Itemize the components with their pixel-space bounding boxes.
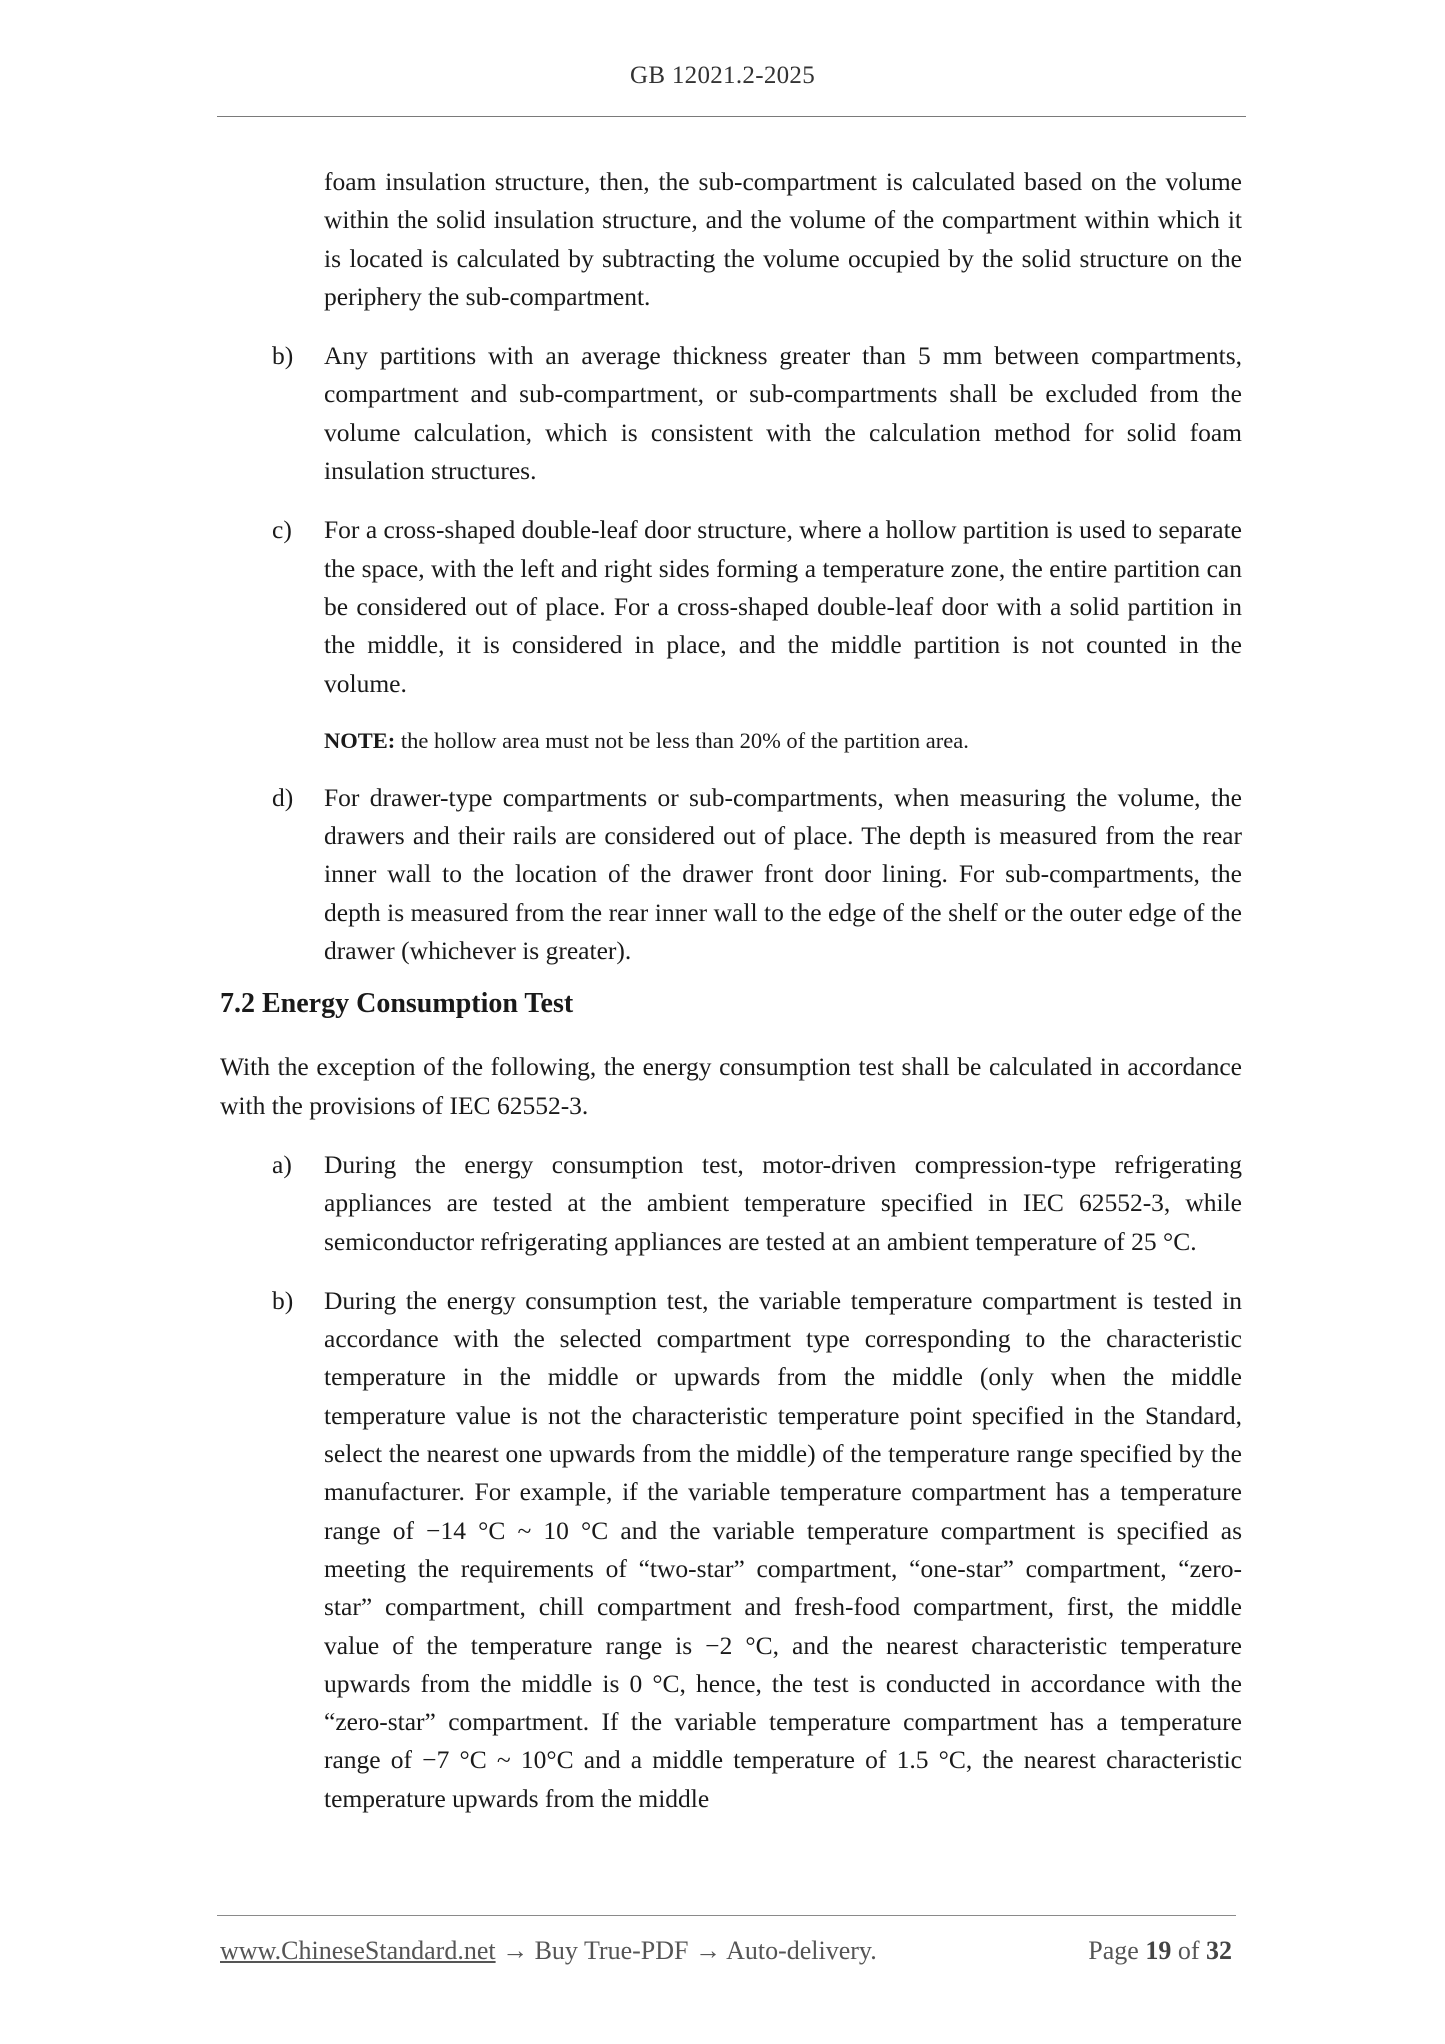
page-number: 19 bbox=[1145, 1936, 1172, 1965]
list-item-text: For drawer-type compartments or sub-compartments, when measuring the volume, the drawers and their rails are considered out of place. The depth is measured from the rear inner wall to the location of the drawer front door lining. For sub-compartments, the depth is measured from the rear inner wall to the edge of the shelf or the outer edge of the drawer (whichever is greater). bbox=[324, 782, 1242, 966]
section-intro: With the exception of the following, the energy consumption test shall be calculated in accordance with the provisions of IEC 62552-3. bbox=[220, 1052, 1242, 1120]
note-text: the hollow area must not be less than 20% of the partition area. bbox=[395, 727, 969, 753]
list-item-text: During the energy consumption test, motor-driven compression-type refrigerating appliances are tested at the ambient temperature specified in IEC 62552-3, while semiconductor refrigerating appliances are tested at an ambient temperature of 25 °C. bbox=[324, 1149, 1242, 1256]
page-indicator bbox=[1088, 1936, 1232, 1966]
of-label: of bbox=[1171, 1936, 1206, 1965]
list-marker: b) bbox=[272, 1285, 294, 1315]
site-link[interactable]: www.ChineseStandard.net bbox=[220, 1936, 496, 1965]
list-marker: c) bbox=[272, 515, 292, 545]
list-item-text: During the energy consumption test, the variable temperature compartment is tested in accordance with the selected compartment type corresponding to the characteristic temperature in the middle or upwards from the middle (only when the middle temperature value is not the characteristic temperature point specified in the Standard, select the nearest one upwards from the middle) of the temperature range specified by the manufacturer. For example, if the variable temperature compartment has a temperature range of −14 °C ~ 10 °C and the variable temperature compartment is specified as meeting the requirements of “two-star” compartment, “one-star” compartment, “zero-star” compartment, chill compartment and fresh-food compartment, first, the middle value of the temperature range is −2 °C, and the nearest characteristic temperature upwards from the middle is 0 °C, hence, the test is conducted in accordance with the “zero-star” compartment. If the variable temperature compartment has a temperature range of −7 °C ~ 10°C and a middle temperature of 1.5 °C, the nearest characteristic temperature upwards from the middle bbox=[324, 1285, 1242, 1813]
arrow-icon: → bbox=[688, 1936, 727, 1965]
header-rule bbox=[217, 116, 1246, 117]
list-marker: a) bbox=[272, 1149, 292, 1179]
list-item-d bbox=[220, 779, 1242, 970]
document-header: GB 12021.2-2025 bbox=[629, 62, 816, 89]
footer-promo bbox=[220, 1936, 877, 1966]
section-heading: 7.2 Energy Consumption Test bbox=[220, 988, 574, 1020]
buy-text: Buy True-PDF bbox=[534, 1936, 689, 1965]
list-marker: b) bbox=[272, 341, 294, 371]
note-label: NOTE: bbox=[324, 727, 396, 753]
list-item-a bbox=[220, 1146, 1242, 1261]
document-body bbox=[220, 163, 1242, 1818]
list-item-text: Any partitions with an average thickness greater than 5 mm between compartments, compartment and sub-compartment, or sub-compartments shall be excluded from the volume calculation, which is consistent with the calculation method for solid foam insulation structures. bbox=[324, 341, 1242, 486]
list-item-b2 bbox=[220, 1282, 1242, 1818]
continuation-paragraph: foam insulation structure, then, the sub-compartment is calculated based on the volume within the solid insulation structure, and the volume of the compartment within which it is located is calculated by subtracting the volume occupied by the solid structure on the periphery the sub-compartment. bbox=[324, 167, 1242, 311]
list-marker: d) bbox=[272, 782, 294, 812]
delivery-text: Auto-delivery. bbox=[726, 1936, 877, 1965]
list-item-text: For a cross-shaped double-leaf door structure, where a hollow partition is used to separate the space, with the left and right sides forming a temperature zone, the entire partition can be considered out of place. For a cross-shaped double-leaf door with a solid partition in the middle, it is considered in place, and the middle partition is not counted in the volume. bbox=[324, 515, 1242, 698]
arrow-icon: → bbox=[495, 1936, 535, 1965]
list-item-c bbox=[220, 511, 1242, 702]
footer-rule bbox=[217, 1915, 1236, 1916]
list-item-b bbox=[220, 337, 1242, 490]
page-total: 32 bbox=[1206, 1936, 1232, 1965]
note bbox=[220, 725, 1242, 757]
page-label: Page bbox=[1088, 1936, 1146, 1965]
